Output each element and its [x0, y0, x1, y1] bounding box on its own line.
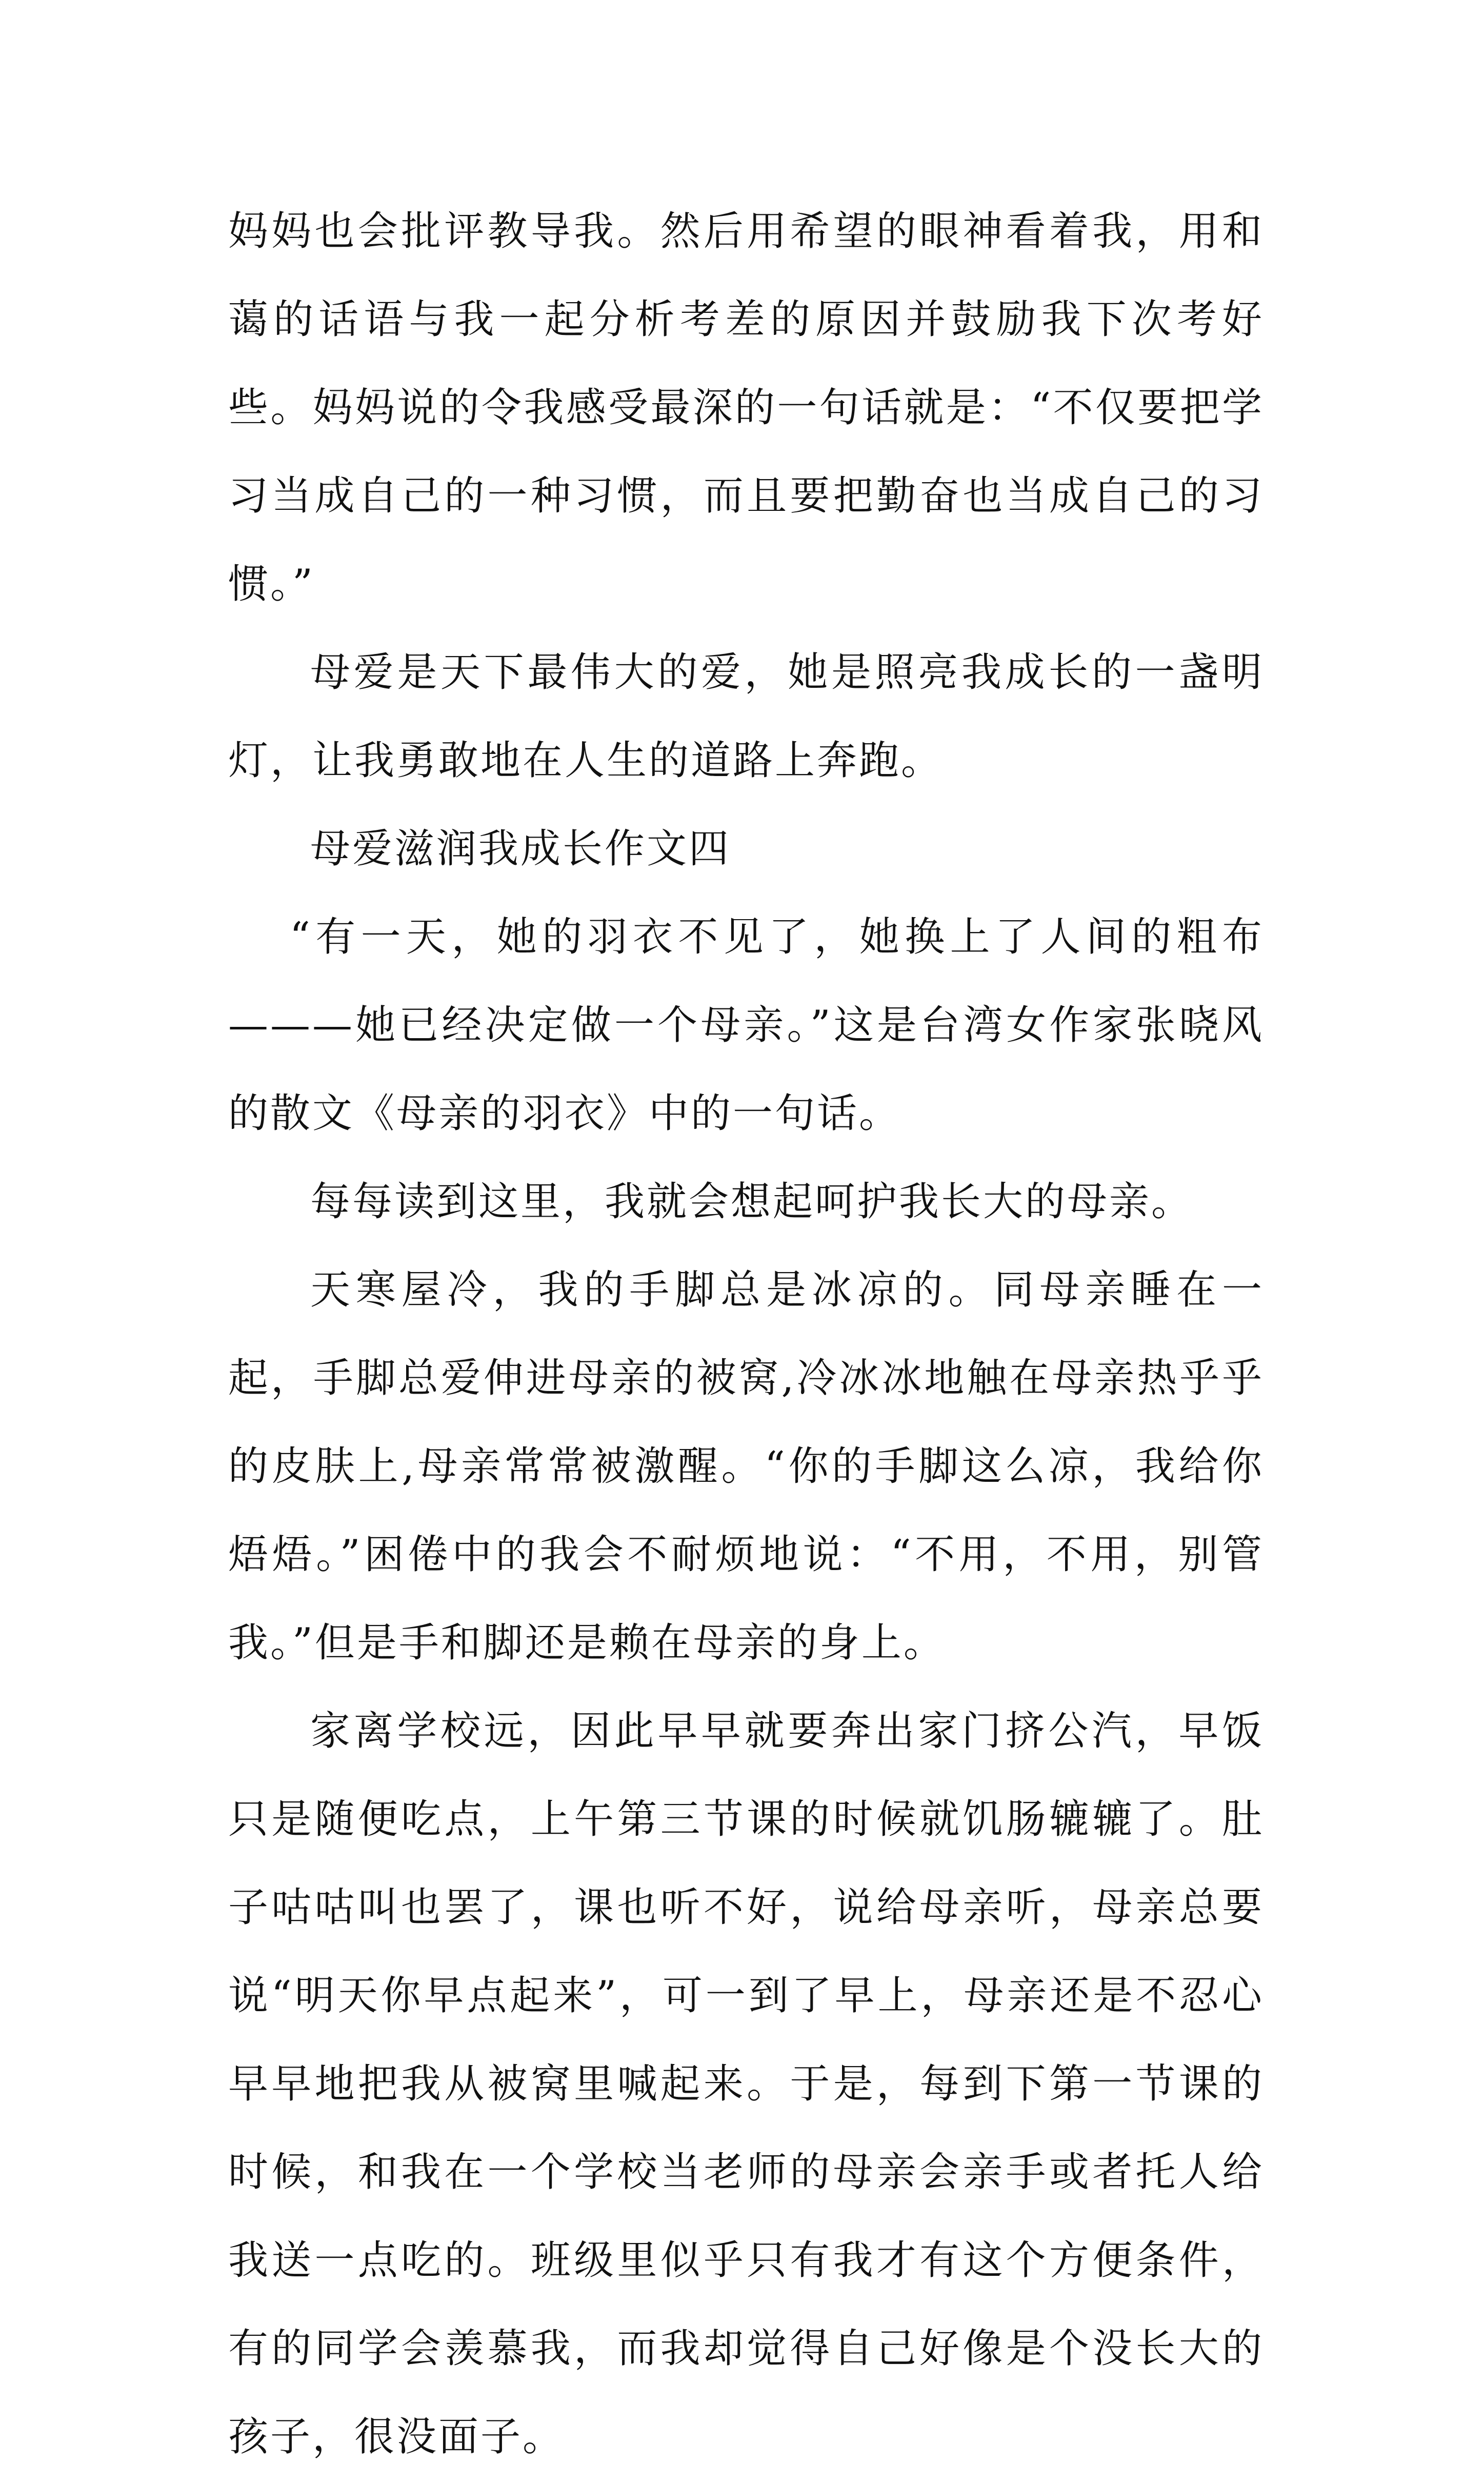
paragraph-school: 家离学校远，因此早早就要奔出家门挤公汽，早饭只是随便吃点，上午第三节课的时候就饥肠辘辘了。肚子咕咕叫也罢了，课也听不好，说给母亲听，母亲总要说“明天你早点起来”，可一到了早上，母亲还是不忍心早早地把我从被窝里喊起来。于是，每到下第一节课的时候，和我在一个学校当老师的母亲会亲手或者托人给我送一点吃的。班级里似乎只有我才有这个方便条件，有的同学会羡慕我，而我却觉得自己好像是个没长大的孩子，很没面子。 — [228, 1708, 1264, 2460]
paragraph-continuation: 妈妈也会批评教导我。然后用希望的眼神看着我，用和蔼的话语与我一起分析考差的原因并鼓励我下次考好些。妈妈说的令我感受最深的一句话就是：“不仅要把学习当成自己的一种习惯，而且要把勤奋也当成自己的习惯。” — [228, 208, 1264, 607]
paragraph-mother-love: 母爱是天下最伟大的爱，她是照亮我成长的一盏明灯，让我勇敢地在人生的道路上奔跑。 — [228, 649, 1264, 784]
paragraph-reading: 每每读到这里，我就会想起呵护我长大的母亲。 — [310, 1179, 1194, 1225]
document-body — [228, 187, 1264, 2481]
paragraph-cold-house: 天寒屋冷，我的手脚总是冰凉的。同母亲睡在一起，手脚总爱伸进母亲的被窝,冷冰冰地触在母亲热乎乎的皮肤上,母亲常常被激醒。“你的手脚这么凉，我给你焐焐。”困倦中的我会不耐烦地说：“不用，不用，别管我。”但是手和脚还是赖在母亲的身上。 — [228, 1267, 1264, 1666]
paragraph-quote: “有一天，她的羽衣不见了，她换上了人间的粗布———她已经决定做一个母亲。”这是台湾女作家张晓风的散文《母亲的羽衣》中的一句话。 — [228, 914, 1264, 1137]
section-heading: 母爱滋润我成长作文四 — [310, 826, 731, 872]
